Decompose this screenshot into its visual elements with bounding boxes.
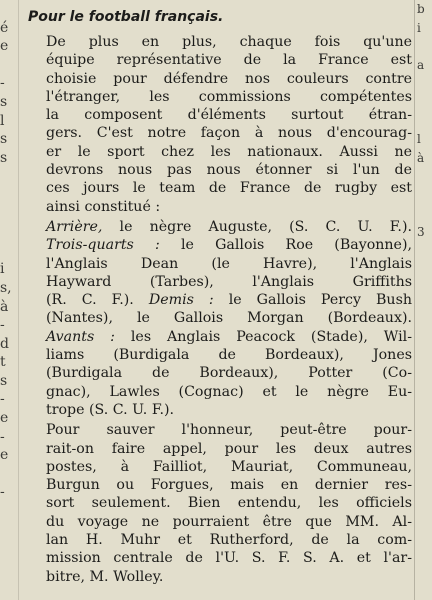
text-line: choisie pour défendre nos couleurs contre bbox=[46, 70, 412, 87]
margin-fragment: - bbox=[0, 484, 5, 501]
text-line: l'étranger, les commissions compétentes bbox=[46, 88, 412, 105]
margin-fragment: à bbox=[417, 150, 425, 165]
text-run: le Gallois Roe (Bayonne), bbox=[159, 237, 412, 254]
margin-fragment: à bbox=[0, 298, 9, 315]
margin-fragment bbox=[0, 539, 16, 558]
left-column-rule bbox=[18, 0, 19, 600]
margin-fragment bbox=[0, 465, 16, 484]
margin-fragment bbox=[417, 372, 432, 391]
text-line bbox=[28, 291, 412, 309]
margin-fragment: l bbox=[417, 132, 421, 147]
margin-fragment bbox=[417, 316, 432, 335]
margin-fragment: a bbox=[417, 57, 425, 72]
margin-fragment: é bbox=[0, 19, 9, 36]
text-line bbox=[28, 218, 412, 236]
text-line: mission centrale de l'U. S. F. S. A. et l'ar- bbox=[46, 550, 412, 567]
margin-fragment: - bbox=[0, 75, 5, 92]
text-line: bitre, M. Wolley. bbox=[46, 568, 164, 585]
margin-fragment bbox=[417, 242, 432, 261]
text-line bbox=[28, 328, 412, 346]
margin-fragment bbox=[417, 521, 432, 540]
position-label: Arrière, bbox=[46, 218, 103, 235]
text-run: le Gallois Percy Bush bbox=[213, 292, 412, 309]
text-line: er le sport chez les nationaux. Aussi ne bbox=[46, 143, 412, 160]
margin-fragment: i bbox=[417, 20, 421, 35]
text-line: gnac), Lawles (Cognac) et le nègre Eu- bbox=[46, 383, 412, 400]
margin-fragment bbox=[0, 0, 16, 19]
text-line: l'Anglais Dean (le Havre), l'Anglais bbox=[46, 255, 412, 272]
margin-fragment bbox=[417, 465, 432, 484]
margin-fragment bbox=[0, 186, 16, 205]
text-line: Burgun ou Forgues, mais en dernier res- bbox=[46, 477, 412, 494]
margin-fragment: s bbox=[0, 372, 8, 389]
margin-fragment bbox=[0, 502, 16, 521]
margin-fragment: t bbox=[0, 354, 6, 371]
text-line: De plus en plus, chaque fois qu'une bbox=[46, 34, 412, 50]
text-line: gers. C'est notre façon à nous d'encourag- bbox=[46, 125, 412, 142]
margin-fragment bbox=[417, 279, 432, 298]
margin-fragment bbox=[417, 446, 432, 465]
margin-fragment bbox=[417, 205, 432, 224]
margin-fragment bbox=[417, 186, 432, 205]
text-line: ainsi constitué : bbox=[46, 198, 161, 215]
margin-fragment bbox=[417, 428, 432, 447]
right-column-cut-off-text bbox=[417, 0, 432, 600]
margin-fragment bbox=[0, 223, 16, 242]
text-line bbox=[28, 236, 412, 254]
margin-fragment bbox=[0, 242, 16, 261]
text-line: trope (S. C. U. F.). bbox=[46, 401, 175, 418]
text-line: lan H. Muhr et Rutherford, de la com- bbox=[46, 532, 412, 549]
margin-fragment bbox=[0, 205, 16, 224]
margin-fragment: l bbox=[0, 112, 5, 129]
text-line: ces jours le team de France de rugby est bbox=[46, 180, 412, 197]
paragraph-conclusion bbox=[28, 421, 412, 586]
margin-fragment: d bbox=[0, 335, 9, 352]
paragraph-intro bbox=[28, 33, 412, 216]
margin-fragment bbox=[417, 335, 432, 354]
text-line: équipe représentative de la France est bbox=[46, 52, 412, 69]
margin-fragment bbox=[417, 390, 432, 409]
margin-fragment: s, bbox=[0, 279, 12, 296]
left-column-cut-off-text bbox=[0, 0, 16, 600]
margin-fragment: - bbox=[0, 428, 5, 445]
margin-fragment: e bbox=[0, 410, 9, 427]
margin-fragment bbox=[417, 539, 432, 558]
text-line: rait-on faire appel, pour les deux autres bbox=[46, 440, 412, 457]
position-label: Trois-quarts : bbox=[46, 237, 160, 254]
margin-fragment bbox=[417, 112, 432, 131]
text-line: (Burdigala de Bordeaux), Potter (Co- bbox=[46, 365, 412, 382]
text-line: devrons nous pas nous étonner si l'un de bbox=[46, 162, 412, 179]
text-line: liams (Burdigala de Bordeaux), Jones bbox=[46, 347, 412, 364]
margin-fragment: - bbox=[0, 391, 5, 408]
text-run: les Anglais Peacock (Stade), Wil- bbox=[114, 328, 412, 345]
margin-fragment: s bbox=[0, 149, 8, 166]
margin-fragment bbox=[0, 167, 16, 186]
margin-fragment: 3 bbox=[417, 225, 425, 240]
margin-fragment: e bbox=[0, 38, 9, 55]
text-line: postes, à Failliot, Mauriat, Communeau, bbox=[46, 458, 412, 475]
position-label: Demis : bbox=[148, 292, 214, 309]
margin-fragment: s bbox=[0, 131, 8, 148]
margin-fragment bbox=[0, 56, 16, 75]
text-line: (Nantes), le Gallois Morgan (Bordeaux). bbox=[46, 310, 412, 327]
margin-fragment bbox=[417, 409, 432, 428]
article-headline: Pour le football français. bbox=[28, 9, 224, 25]
text-run: le nègre Auguste, (S. C. U. F.). bbox=[102, 218, 412, 235]
margin-fragment: - bbox=[0, 317, 5, 334]
margin-fragment bbox=[417, 298, 432, 317]
margin-fragment: i bbox=[0, 261, 5, 278]
margin-fragment bbox=[417, 167, 432, 186]
margin-fragment: s bbox=[0, 93, 8, 110]
margin-fragment bbox=[417, 502, 432, 521]
position-label: Avants : bbox=[46, 328, 115, 345]
margin-fragment bbox=[417, 260, 432, 279]
margin-fragment bbox=[417, 483, 432, 502]
text-line: sort seulement. Bien entendu, les officiels bbox=[46, 495, 412, 512]
margin-fragment bbox=[417, 353, 432, 372]
margin-fragment bbox=[417, 93, 432, 112]
margin-fragment bbox=[417, 74, 432, 93]
text-run: (R. C. F.). bbox=[46, 292, 149, 309]
margin-fragment bbox=[0, 521, 16, 540]
paragraph-team-lineup bbox=[28, 218, 412, 419]
text-line: Pour sauver l'honneur, peut-être pour- bbox=[46, 422, 412, 439]
right-column-rule bbox=[414, 0, 415, 600]
article bbox=[28, 8, 412, 586]
margin-fragment: b bbox=[417, 2, 425, 16]
text-line: Hayward (Tarbes), l'Anglais Griffiths bbox=[46, 273, 412, 290]
text-line: du voyage ne pourraient être que MM. Al- bbox=[46, 513, 412, 530]
text-line: la composent d'éléments surtout étran- bbox=[46, 107, 412, 124]
margin-fragment: e bbox=[0, 447, 9, 464]
margin-fragment bbox=[417, 37, 432, 56]
